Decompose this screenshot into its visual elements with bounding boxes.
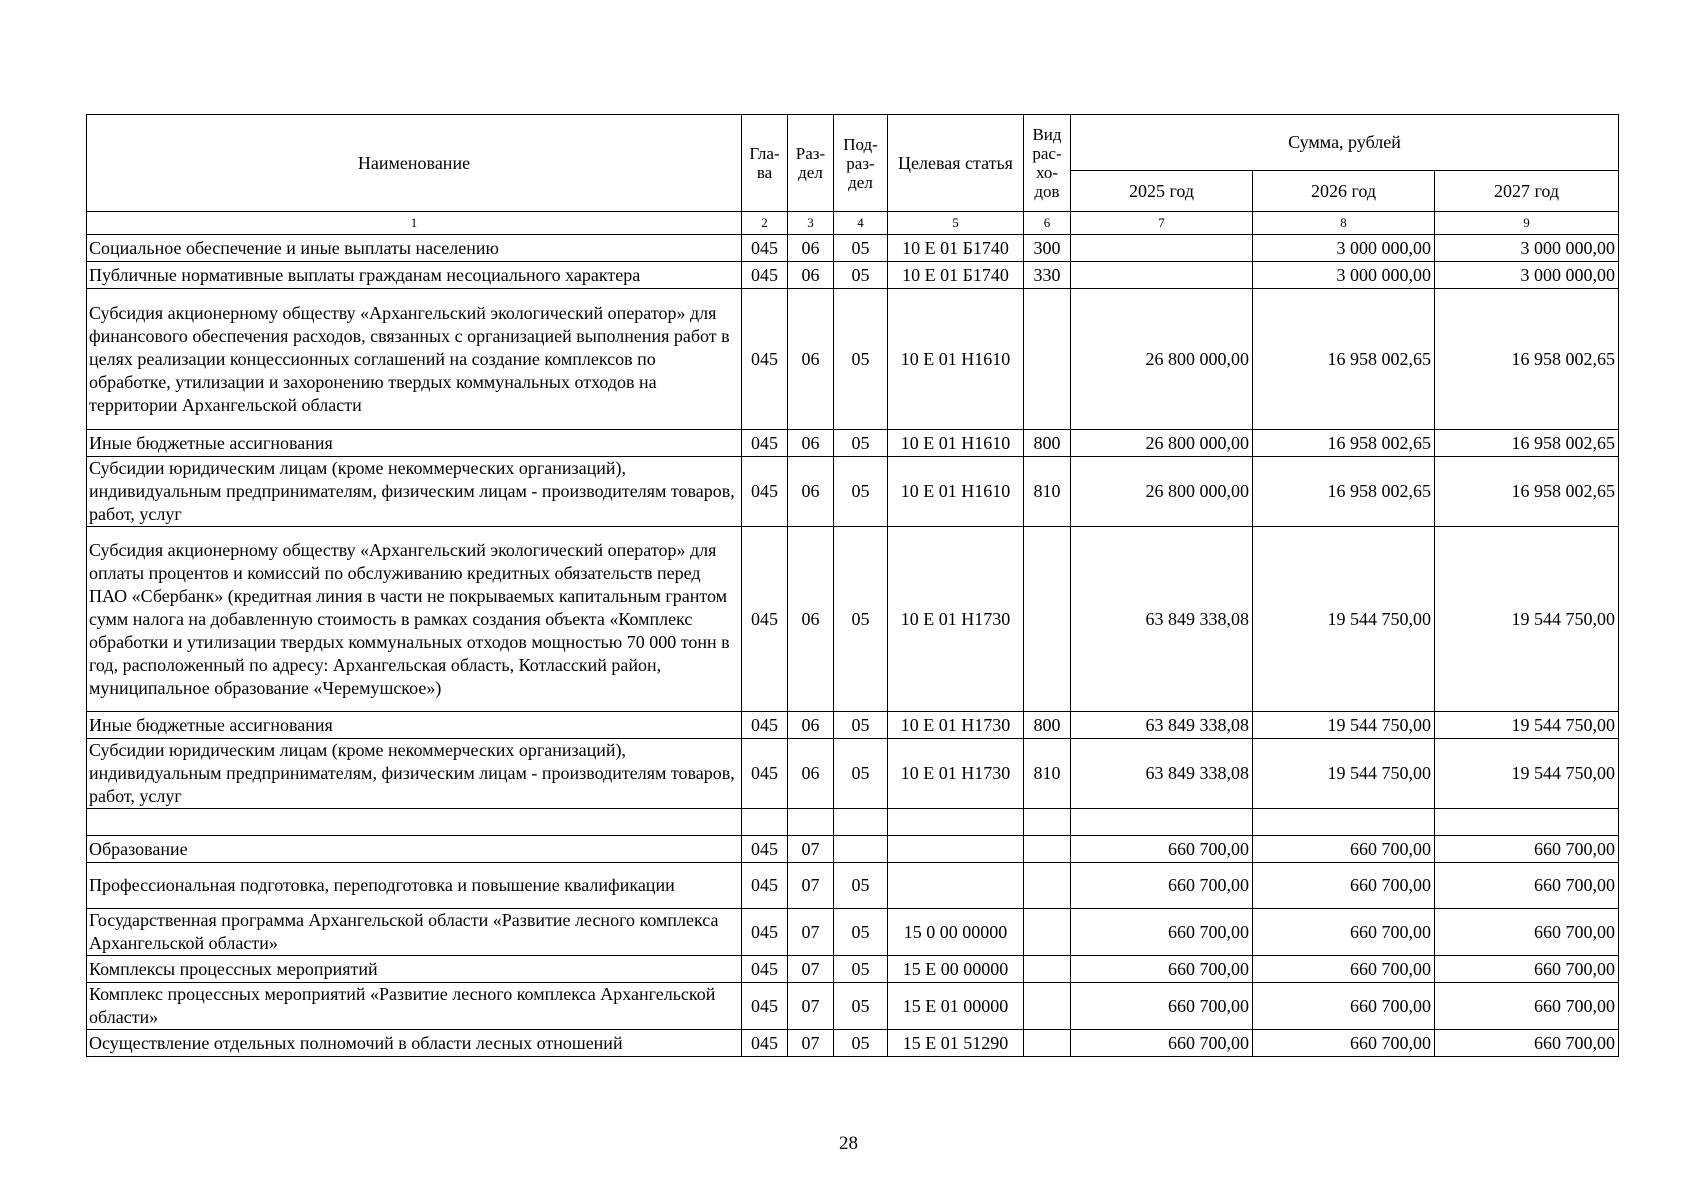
row-amount-2025 — [1071, 262, 1253, 289]
header-name: Наименование — [87, 115, 742, 212]
row-name: Комплексы процессных мероприятий — [87, 956, 742, 983]
row-vid-rashodov: 300 — [1024, 235, 1071, 262]
row-vid-rashodov: 810 — [1024, 739, 1071, 809]
row-amount-2025: 63 849 338,08 — [1071, 527, 1253, 712]
header-summa: Сумма, рублей — [1071, 115, 1619, 171]
header-year-2025: 2025 год — [1071, 171, 1253, 212]
table-row — [87, 289, 1619, 430]
row-name: Образование — [87, 836, 742, 863]
row-amount-2025: 63 849 338,08 — [1071, 739, 1253, 809]
row-glava: 045 — [742, 983, 788, 1030]
row-podrazdel: 05 — [834, 235, 888, 262]
column-number: 1 — [87, 212, 742, 235]
table-row — [87, 712, 1619, 739]
header-year-2026: 2026 год — [1253, 171, 1435, 212]
row-amount-2025: 26 800 000,00 — [1071, 430, 1253, 457]
column-number: 4 — [834, 212, 888, 235]
row-amount-2027: 660 700,00 — [1435, 836, 1619, 863]
row-amount-2026: 660 700,00 — [1253, 1030, 1435, 1057]
row-amount-2025: 660 700,00 — [1071, 1030, 1253, 1057]
row-glava: 045 — [742, 739, 788, 809]
row-name — [87, 809, 742, 836]
column-number: 9 — [1435, 212, 1619, 235]
table-row — [87, 983, 1619, 1030]
row-glava — [742, 809, 788, 836]
row-vid-rashodov — [1024, 809, 1071, 836]
row-vid-rashodov: 810 — [1024, 457, 1071, 527]
row-name: Субсидия акционерному обществу «Архангельский экологический оператор» для финансового обеспечения расходов, связанных с организацией выполнения работ в целях реализации концессионных соглашений на создание комплексов по обработке, утилизации и захоронению твердых коммунальных отходов на территории Архангельской области — [87, 289, 742, 430]
row-amount-2026: 16 958 002,65 — [1253, 289, 1435, 430]
row-podrazdel: 05 — [834, 430, 888, 457]
row-amount-2025: 26 800 000,00 — [1071, 289, 1253, 430]
column-number: 3 — [788, 212, 834, 235]
row-glava: 045 — [742, 712, 788, 739]
table-row — [87, 457, 1619, 527]
header-razdel: Раз-дел — [788, 115, 834, 212]
row-podrazdel: 05 — [834, 527, 888, 712]
table-row — [87, 956, 1619, 983]
row-glava: 045 — [742, 527, 788, 712]
row-amount-2027: 660 700,00 — [1435, 863, 1619, 909]
row-podrazdel: 05 — [834, 1030, 888, 1057]
row-amount-2026: 19 544 750,00 — [1253, 527, 1435, 712]
row-amount-2027: 3 000 000,00 — [1435, 262, 1619, 289]
row-amount-2027: 19 544 750,00 — [1435, 739, 1619, 809]
row-amount-2026: 660 700,00 — [1253, 836, 1435, 863]
row-vid-rashodov — [1024, 289, 1071, 430]
row-glava: 045 — [742, 956, 788, 983]
row-amount-2027: 660 700,00 — [1435, 1030, 1619, 1057]
header-glava: Гла-ва — [742, 115, 788, 212]
row-name: Иные бюджетные ассигнования — [87, 430, 742, 457]
row-amount-2026: 19 544 750,00 — [1253, 712, 1435, 739]
row-vid-rashodov — [1024, 863, 1071, 909]
row-name: Субсидии юридическим лицам (кроме некоммерческих организаций), индивидуальным предпринимателям, физическим лицам - производителям товаров, работ, услуг — [87, 739, 742, 809]
row-amount-2026: 19 544 750,00 — [1253, 739, 1435, 809]
row-name: Иные бюджетные ассигнования — [87, 712, 742, 739]
row-vid-rashodov — [1024, 956, 1071, 983]
row-razdel: 07 — [788, 836, 834, 863]
row-podrazdel — [834, 836, 888, 863]
row-amount-2027: 16 958 002,65 — [1435, 289, 1619, 430]
row-amount-2027: 19 544 750,00 — [1435, 712, 1619, 739]
row-vid-rashodov: 800 — [1024, 712, 1071, 739]
row-vid-rashodov — [1024, 909, 1071, 956]
row-podrazdel: 05 — [834, 262, 888, 289]
row-tselevaya-statya: 10 Е 01 Б1740 — [888, 235, 1024, 262]
row-name: Государственная программа Архангельской области «Развитие лесного комплекса Архангельской области» — [87, 909, 742, 956]
row-vid-rashodov: 330 — [1024, 262, 1071, 289]
row-podrazdel: 05 — [834, 909, 888, 956]
row-razdel: 06 — [788, 289, 834, 430]
row-tselevaya-statya: 10 Е 01 Н1730 — [888, 527, 1024, 712]
row-vid-rashodov — [1024, 1030, 1071, 1057]
row-amount-2025: 660 700,00 — [1071, 836, 1253, 863]
table-row — [87, 809, 1619, 836]
table-row — [87, 836, 1619, 863]
row-amount-2025: 660 700,00 — [1071, 863, 1253, 909]
table-row — [87, 863, 1619, 909]
row-glava: 045 — [742, 909, 788, 956]
row-amount-2026: 3 000 000,00 — [1253, 235, 1435, 262]
row-amount-2026: 660 700,00 — [1253, 956, 1435, 983]
row-amount-2025: 63 849 338,08 — [1071, 712, 1253, 739]
row-amount-2026: 660 700,00 — [1253, 863, 1435, 909]
row-name: Профессиональная подготовка, переподготовка и повышение квалификации — [87, 863, 742, 909]
header-tselevaya-statya: Целевая статья — [888, 115, 1024, 212]
row-razdel: 06 — [788, 262, 834, 289]
budget-table — [86, 114, 1619, 1057]
row-name: Социальное обеспечение и иные выплаты населению — [87, 235, 742, 262]
column-number: 2 — [742, 212, 788, 235]
row-glava: 045 — [742, 836, 788, 863]
row-vid-rashodov — [1024, 836, 1071, 863]
row-podrazdel: 05 — [834, 739, 888, 809]
row-amount-2027: 3 000 000,00 — [1435, 235, 1619, 262]
row-razdel: 06 — [788, 712, 834, 739]
row-podrazdel: 05 — [834, 289, 888, 430]
row-amount-2026: 16 958 002,65 — [1253, 430, 1435, 457]
table-row — [87, 1030, 1619, 1057]
row-amount-2025: 660 700,00 — [1071, 909, 1253, 956]
table-row — [87, 262, 1619, 289]
row-amount-2027: 16 958 002,65 — [1435, 457, 1619, 527]
row-tselevaya-statya: 10 Е 01 Н1610 — [888, 457, 1024, 527]
row-tselevaya-statya: 10 Е 01 Б1740 — [888, 262, 1024, 289]
row-razdel: 07 — [788, 1030, 834, 1057]
row-glava: 045 — [742, 262, 788, 289]
row-amount-2026: 3 000 000,00 — [1253, 262, 1435, 289]
row-amount-2026: 660 700,00 — [1253, 909, 1435, 956]
row-podrazdel: 05 — [834, 457, 888, 527]
row-razdel: 07 — [788, 909, 834, 956]
row-name: Субсидии юридическим лицам (кроме некоммерческих организаций), индивидуальным предпринимателям, физическим лицам - производителям товаров, работ, услуг — [87, 457, 742, 527]
row-amount-2025: 26 800 000,00 — [1071, 457, 1253, 527]
row-tselevaya-statya: 10 Е 01 Н1610 — [888, 289, 1024, 430]
row-name: Комплекс процессных мероприятий «Развитие лесного комплекса Архангельской области» — [87, 983, 742, 1030]
row-amount-2027: 660 700,00 — [1435, 909, 1619, 956]
column-number: 7 — [1071, 212, 1253, 235]
row-tselevaya-statya: 10 Е 01 Н1610 — [888, 430, 1024, 457]
header-podrazdel: Под-раз-дел — [834, 115, 888, 212]
row-glava: 045 — [742, 430, 788, 457]
row-razdel: 07 — [788, 956, 834, 983]
column-number: 8 — [1253, 212, 1435, 235]
row-razdel: 07 — [788, 983, 834, 1030]
row-amount-2027: 660 700,00 — [1435, 983, 1619, 1030]
row-tselevaya-statya: 10 Е 01 Н1730 — [888, 739, 1024, 809]
row-amount-2027: 660 700,00 — [1435, 956, 1619, 983]
row-razdel: 06 — [788, 739, 834, 809]
table-row — [87, 527, 1619, 712]
table-header — [87, 115, 1619, 212]
row-podrazdel: 05 — [834, 956, 888, 983]
row-razdel: 06 — [788, 457, 834, 527]
row-tselevaya-statya: 15 Е 00 00000 — [888, 956, 1024, 983]
row-razdel: 07 — [788, 863, 834, 909]
row-razdel: 06 — [788, 527, 834, 712]
table-body — [87, 212, 1619, 1057]
table-row — [87, 235, 1619, 262]
row-name: Публичные нормативные выплаты гражданам несоциального характера — [87, 262, 742, 289]
column-number: 6 — [1024, 212, 1071, 235]
table-row — [87, 739, 1619, 809]
row-name: Субсидия акционерному обществу «Архангельский экологический оператор» для оплаты процентов и комиссий по обслуживанию кредитных обязательств перед ПАО «Сбербанк» (кредитная линия в части не покрываемых капитальным грантом сумм налога на добавленную стоимость в рамках создания объекта «Комплекс обработки и утилизации твердых коммунальных отходов мощностью 70 000 тонн в год, расположенный по адресу: Архангельская область, Котласский район, муниципальное образование «Черемушское») — [87, 527, 742, 712]
row-amount-2026 — [1253, 809, 1435, 836]
row-tselevaya-statya — [888, 863, 1024, 909]
header-year-2027: 2027 год — [1435, 171, 1619, 212]
row-podrazdel: 05 — [834, 863, 888, 909]
row-glava: 045 — [742, 235, 788, 262]
row-amount-2025: 660 700,00 — [1071, 983, 1253, 1030]
column-number: 5 — [888, 212, 1024, 235]
row-vid-rashodov — [1024, 527, 1071, 712]
table-row — [87, 430, 1619, 457]
row-amount-2026: 660 700,00 — [1253, 983, 1435, 1030]
row-glava: 045 — [742, 863, 788, 909]
row-glava: 045 — [742, 1030, 788, 1057]
row-amount-2027: 16 958 002,65 — [1435, 430, 1619, 457]
row-podrazdel — [834, 809, 888, 836]
page-number: 28 — [839, 1133, 858, 1154]
row-vid-rashodov — [1024, 983, 1071, 1030]
row-tselevaya-statya: 10 Е 01 Н1730 — [888, 712, 1024, 739]
column-number-row — [87, 212, 1619, 235]
table-row — [87, 909, 1619, 956]
row-tselevaya-statya — [888, 836, 1024, 863]
row-amount-2026: 16 958 002,65 — [1253, 457, 1435, 527]
row-tselevaya-statya — [888, 809, 1024, 836]
row-tselevaya-statya: 15 Е 01 51290 — [888, 1030, 1024, 1057]
row-razdel — [788, 809, 834, 836]
row-amount-2027: 19 544 750,00 — [1435, 527, 1619, 712]
row-tselevaya-statya: 15 Е 01 00000 — [888, 983, 1024, 1030]
row-amount-2025 — [1071, 235, 1253, 262]
row-name: Осуществление отдельных полномочий в области лесных отношений — [87, 1030, 742, 1057]
row-glava: 045 — [742, 457, 788, 527]
row-amount-2025: 660 700,00 — [1071, 956, 1253, 983]
row-razdel: 06 — [788, 235, 834, 262]
row-vid-rashodov: 800 — [1024, 430, 1071, 457]
header-vid-rashodov: Вид рас-хо-дов — [1024, 115, 1071, 212]
row-podrazdel: 05 — [834, 983, 888, 1030]
row-razdel: 06 — [788, 430, 834, 457]
row-amount-2027 — [1435, 809, 1619, 836]
row-glava: 045 — [742, 289, 788, 430]
row-amount-2025 — [1071, 809, 1253, 836]
row-tselevaya-statya: 15 0 00 00000 — [888, 909, 1024, 956]
row-podrazdel: 05 — [834, 712, 888, 739]
